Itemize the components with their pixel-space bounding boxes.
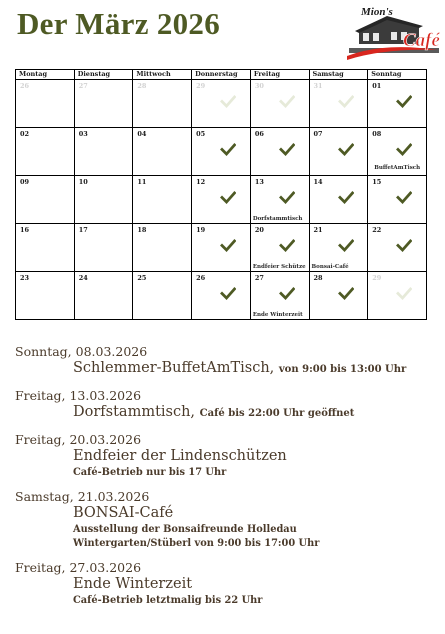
event-title: BONSAI-Café (73, 505, 174, 521)
calendar-week-row (16, 176, 427, 224)
event-date: Freitag, 20.03.2026 (15, 432, 142, 447)
checkmark-icon (396, 191, 412, 204)
calendar-day-cell (250, 128, 309, 176)
day-number: 29 (196, 82, 206, 90)
calendar-day-cell (309, 224, 368, 272)
calendar-day-cell (133, 80, 192, 128)
calendar-day-cell (250, 176, 309, 224)
logo-bottom-text: Café (403, 30, 440, 51)
event-title-line (73, 359, 440, 379)
day-number: 12 (196, 178, 206, 186)
day-number: 28 (137, 82, 147, 90)
calendar-day-cell (192, 176, 251, 224)
event-date: Samstag, 21.03.2026 (15, 489, 150, 504)
checkmark-icon (279, 191, 295, 204)
calendar-day-cell (133, 128, 192, 176)
day-number: 20 (254, 226, 264, 234)
checkmark-icon (220, 95, 236, 108)
event-title: Schlemmer-BuffetAmTisch, (73, 360, 275, 376)
event-title-line (73, 447, 440, 466)
calendar-body (16, 80, 427, 320)
mions-cafe-logo (345, 4, 441, 62)
event-title: Ende Winterzeit (73, 576, 193, 592)
day-number: 05 (196, 130, 206, 138)
calendar-week-row (16, 224, 427, 272)
event-date: Freitag, 27.03.2026 (15, 560, 142, 575)
calendar-week-row (16, 128, 427, 176)
checkmark-icon (396, 239, 412, 252)
weekday-header: Dienstag (74, 70, 133, 80)
checkmark-icon (279, 143, 295, 156)
calendar-week-row (16, 272, 427, 320)
event-body (73, 447, 440, 480)
calendar-day-cell (309, 80, 368, 128)
weekday-header: Mittwoch (133, 70, 192, 80)
logo-top-text: Mion's (361, 6, 393, 18)
day-number: 01 (372, 82, 382, 90)
day-number: 22 (372, 226, 382, 234)
day-number: 13 (254, 178, 264, 186)
calendar-day-cell (192, 272, 251, 320)
event-entry (15, 388, 440, 423)
calendar-day-cell (309, 272, 368, 320)
day-number: 27 (78, 82, 88, 90)
event-date: Freitag, 13.03.2026 (15, 388, 142, 403)
event-title-line (73, 575, 440, 594)
checkmark-icon (396, 287, 412, 300)
event-title: Endfeier der Lindenschützen (73, 448, 287, 464)
checkmark-icon (279, 239, 295, 252)
checkmark-icon (338, 95, 354, 108)
calendar-day-cell (74, 272, 133, 320)
event-title-line (73, 403, 440, 423)
calendar-day-cell (16, 128, 75, 176)
event-title: Dorfstammtisch, (73, 404, 196, 420)
calendar-day-cell (309, 176, 368, 224)
event-title-line (73, 504, 440, 523)
weekday-header: Montag (16, 70, 75, 80)
event-detail: Ausstellung der Bonsaifreunde Holledau (73, 524, 297, 535)
day-number: 28 (313, 274, 323, 282)
checkmark-icon (396, 143, 412, 156)
day-number: 30 (254, 82, 264, 90)
day-number: 21 (313, 226, 323, 234)
day-number: 15 (372, 178, 382, 186)
day-number: 19 (196, 226, 206, 234)
checkmark-icon (279, 287, 295, 300)
calendar-day-cell (250, 272, 309, 320)
calendar-day-cell (192, 224, 251, 272)
weekday-header: Sonntag (368, 70, 427, 80)
day-number: 31 (313, 82, 323, 90)
day-number: 04 (137, 130, 147, 138)
day-event-label: Endfeier Schütze (252, 264, 306, 270)
event-detail: Wintergarten/Stüberl von 9:00 bis 17:00 Uhr (73, 538, 320, 549)
event-inline-detail: von 9:00 bis 13:00 Uhr (278, 364, 407, 375)
event-body (73, 575, 440, 608)
day-event-label: Bonsai-Café (311, 264, 349, 270)
calendar-day-cell (192, 128, 251, 176)
day-number: 23 (20, 274, 30, 282)
weekday-header-row (16, 70, 427, 80)
calendar-day-cell (368, 176, 427, 224)
event-entry (15, 560, 440, 608)
day-number: 08 (372, 130, 382, 138)
calendar-day-cell (74, 176, 133, 224)
checkmark-icon (396, 95, 412, 108)
calendar-day-cell (250, 224, 309, 272)
day-number: 29 (372, 274, 382, 282)
day-number: 16 (20, 226, 30, 234)
event-list (15, 344, 440, 617)
calendar-day-cell (368, 224, 427, 272)
day-event-label: Dorfstammtisch (252, 216, 303, 222)
day-number: 11 (137, 178, 147, 186)
checkmark-icon (338, 239, 354, 252)
event-body (73, 403, 440, 423)
day-number: 14 (313, 178, 323, 186)
calendar-week-row (16, 80, 427, 128)
calendar-day-cell (74, 80, 133, 128)
day-number: 27 (254, 274, 264, 282)
calendar-day-cell (16, 176, 75, 224)
event-inline-detail: Café bis 22:00 Uhr geöffnet (199, 408, 355, 419)
day-number: 10 (78, 178, 88, 186)
day-number: 26 (196, 274, 206, 282)
day-number: 25 (137, 274, 147, 282)
calendar-day-cell (133, 224, 192, 272)
calendar-day-cell (309, 128, 368, 176)
day-number: 07 (313, 130, 323, 138)
checkmark-icon (220, 143, 236, 156)
calendar-day-cell (368, 128, 427, 176)
event-detail: Café-Betrieb nur bis 17 Uhr (73, 467, 227, 478)
weekday-header: Donnerstag (192, 70, 251, 80)
day-number: 24 (78, 274, 88, 282)
checkmark-icon (338, 191, 354, 204)
calendar-day-cell (368, 272, 427, 320)
checkmark-icon (279, 95, 295, 108)
checkmark-icon (220, 287, 236, 300)
weekday-header: Samstag (309, 70, 368, 80)
event-body (73, 359, 440, 379)
day-number: 26 (20, 82, 30, 90)
calendar-day-cell (16, 80, 75, 128)
day-event-label: Ende Winterzeit (252, 312, 303, 318)
day-number: 02 (20, 130, 30, 138)
day-number: 17 (78, 226, 88, 234)
calendar-day-cell (74, 224, 133, 272)
calendar-day-cell (133, 176, 192, 224)
checkmark-icon (338, 287, 354, 300)
day-number: 06 (254, 130, 264, 138)
day-number: 18 (137, 226, 147, 234)
calendar-day-cell (192, 80, 251, 128)
event-date: Sonntag, 08.03.2026 (15, 344, 148, 359)
day-event-label: BuffetAmTisch (374, 165, 421, 171)
month-calendar (15, 69, 427, 320)
event-detail: Café-Betrieb letztmalig bis 22 Uhr (73, 595, 263, 606)
calendar-day-cell (250, 80, 309, 128)
checkmark-icon (338, 143, 354, 156)
calendar-day-cell (368, 80, 427, 128)
checkmark-icon (220, 191, 236, 204)
calendar-day-cell (16, 224, 75, 272)
calendar-day-cell (133, 272, 192, 320)
page-title: Der März 2026 (17, 6, 221, 41)
checkmark-icon (220, 239, 236, 252)
event-body (73, 504, 440, 551)
day-number: 03 (78, 130, 88, 138)
event-entry (15, 489, 440, 551)
logo-graphic (345, 4, 441, 62)
calendar-day-cell (74, 128, 133, 176)
event-entry (15, 344, 440, 379)
event-entry (15, 432, 440, 480)
day-number: 09 (20, 178, 30, 186)
weekday-header: Freitag (250, 70, 309, 80)
calendar-day-cell (16, 272, 75, 320)
